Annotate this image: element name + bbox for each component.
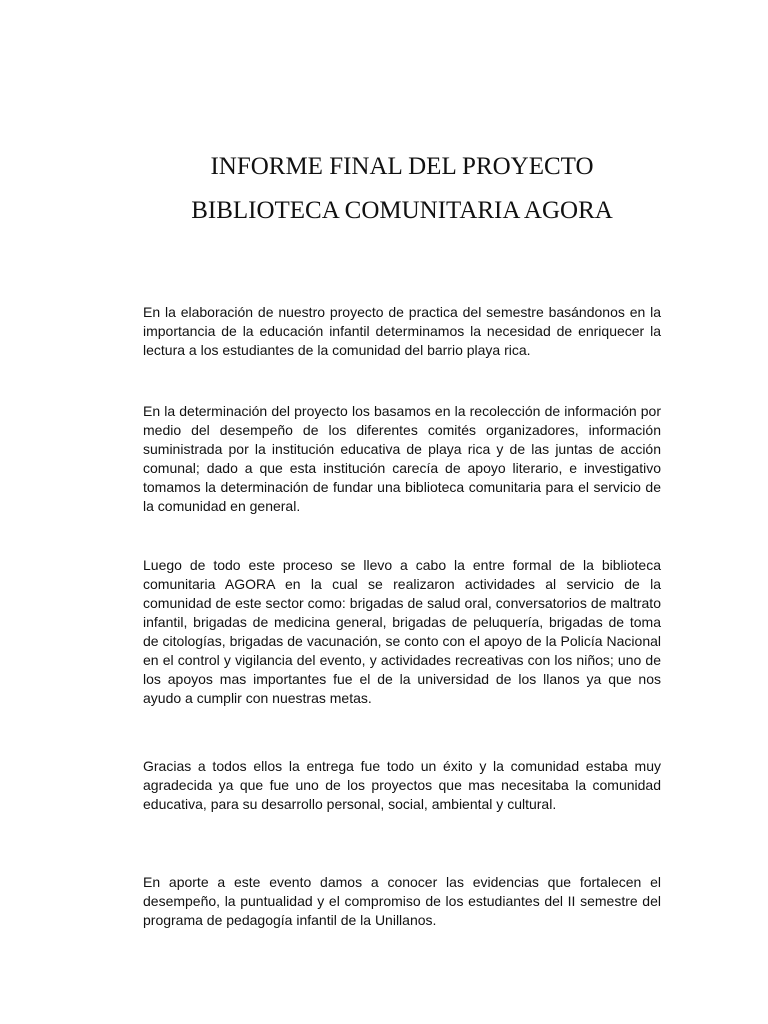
title-line-2: BIBLIOTECA COMUNITARIA AGORA xyxy=(191,197,613,224)
paragraph-4: Gracias a todos ellos la entrega fue todo un éxito y la comunidad estaba muy agradecida ya que fue uno de los proyectos que mas necesitaba la comunidad educativa, para su desarrollo personal, social, ambiental y cultural. xyxy=(143,758,661,812)
paragraph-1: En la elaboración de nuestro proyecto de practica del semestre basándonos en la importancia de la educación infantil determinamos la necesidad de enriquecer la lectura a los estudiantes de la comunidad del barrio playa rica. xyxy=(143,304,661,358)
paragraph-2: En la determinación del proyecto los basamos en la recolección de información por medio del desempeño de los diferentes comités organizadores, información suministrada por la institución educativa de playa rica y de las juntas de acción comunal; dado a que esta institución carecía de apoyo literario, e investigativo tomamos la determinación de fundar una biblioteca comunitaria para el servicio de la comunidad en general. xyxy=(143,403,661,514)
paragraph-3: Luego de todo este proceso se llevo a cabo la entre formal de la biblioteca comunitaria AGORA en la cual se realizaron actividades al servicio de la comunidad de este sector como: brigadas de salud oral, conversatorios de maltrato infantil, brigadas de medicina general, brigadas de peluquería, brigadas de toma de citologías, brigadas de vacunación, se conto con el apoyo de la Policía Nacional en el control y vigilancia del evento, y actividades recreativas con los niños; uno de los apoyos mas importantes fue el de la universidad de los llanos ya que nos ayudo a cumplir con nuestras metas. xyxy=(143,557,661,706)
document-title xyxy=(0,145,768,233)
paragraph-5: En aporte a este evento damos a conocer las evidencias que fortalecen el desempeño, la puntualidad y el compromiso de los estudiantes del II semestre del programa de pedagogía infantil de la Unillanos. xyxy=(143,874,661,928)
title-line-1: INFORME FINAL DEL PROYECTO xyxy=(210,153,594,180)
